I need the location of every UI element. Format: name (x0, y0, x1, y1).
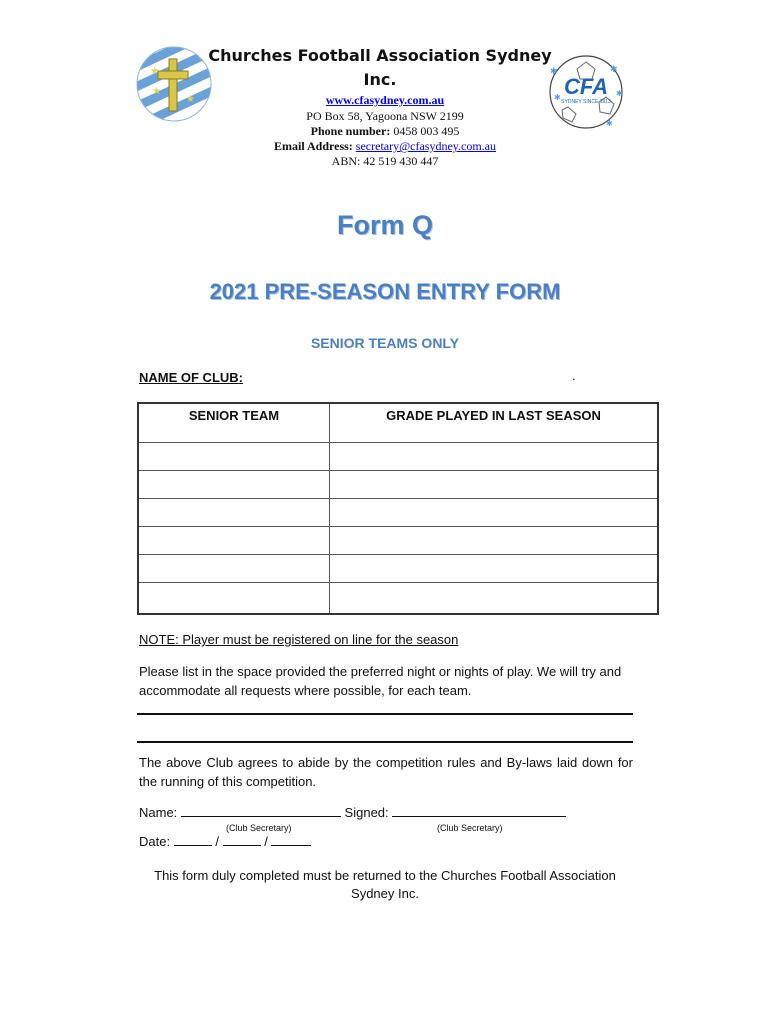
table-row (138, 499, 658, 527)
preferred-nights-line-1[interactable] (137, 713, 633, 715)
club-name-label: NAME OF CLUB: (139, 370, 244, 385)
org-name (200, 44, 560, 92)
grade-cell[interactable] (330, 471, 659, 499)
registration-note: NOTE: Player must be registered on line for the season (139, 632, 459, 647)
preferred-nights-text: Please list in the space provided the preferred night or nights of play. We will try and accommodate all requests where possible, for each team. (139, 664, 622, 698)
svg-text:✱: ✱ (616, 89, 623, 98)
club-secretary-caption-2: (Club Secretary) (437, 823, 503, 833)
club-name-dot: . (572, 368, 576, 383)
date-row (139, 833, 311, 849)
date-sep-2: / (264, 834, 268, 849)
team-cell[interactable] (138, 499, 330, 527)
phone-line (0, 123, 770, 139)
email-label: Email Address: (274, 139, 353, 153)
team-cell[interactable] (138, 471, 330, 499)
svg-text:★: ★ (186, 94, 195, 105)
svg-text:★: ★ (152, 86, 161, 97)
team-cell[interactable] (138, 555, 330, 583)
date-year-field[interactable] (271, 833, 311, 846)
preferred-nights-line-2[interactable] (137, 741, 633, 743)
team-cell[interactable] (138, 583, 330, 615)
org-name-line1: Churches Football Association Sydney (208, 46, 552, 65)
email-link[interactable]: secretary@cfasydney.com.au (355, 139, 496, 153)
table-row (138, 555, 658, 583)
table-row (138, 471, 658, 499)
po-box: PO Box 58, Yagoona NSW 2199 (306, 109, 464, 123)
name-field[interactable] (181, 804, 341, 817)
signed-field[interactable] (392, 804, 566, 817)
grade-cell[interactable] (330, 555, 659, 583)
grade-cell[interactable] (330, 583, 659, 615)
name-label: Name: (139, 805, 178, 820)
table-row (138, 583, 658, 615)
svg-text:✱: ✱ (606, 119, 613, 128)
club-secretary-caption-1: (Club Secretary) (226, 823, 292, 833)
abn: ABN: 42 519 430 447 (331, 154, 439, 168)
header-grade-played: GRADE PLAYED IN LAST SEASON (330, 403, 659, 443)
date-label: Date: (139, 834, 171, 849)
svg-text:★: ★ (150, 66, 159, 77)
date-month-field[interactable] (223, 833, 261, 846)
cfa-logo-subtext: SYDNEY SINCE 1913 (561, 99, 611, 105)
svg-text:✱: ✱ (610, 64, 618, 74)
table-row (138, 527, 658, 555)
return-instructions: This form duly completed must be returned to the Churches Football Association Sydney Inc. (154, 868, 616, 901)
phone-label: Phone number: (310, 124, 391, 138)
svg-text:✱: ✱ (550, 66, 558, 76)
team-cell[interactable] (138, 527, 330, 555)
svg-text:✱: ✱ (554, 93, 561, 102)
date-sep-1: / (215, 834, 219, 849)
signed-label: Signed: (344, 805, 389, 820)
email-line (0, 138, 770, 154)
teams-table (137, 402, 659, 615)
cfa-logo-text: CFA (564, 74, 608, 99)
header-senior-team: SENIOR TEAM (138, 403, 330, 443)
club-name-field[interactable] (260, 368, 565, 386)
website-line (0, 92, 770, 108)
form-title: Form Q (336, 210, 433, 240)
grade-cell[interactable] (330, 527, 659, 555)
table-row (138, 443, 658, 471)
agreement-text: The above Club agrees to abide by the competition rules and By-laws laid down for the running of this competition. (139, 755, 633, 789)
main-title: 2021 PRE-SEASON ENTRY FORM (209, 279, 561, 304)
signature-row (139, 804, 566, 820)
team-cell[interactable] (138, 443, 330, 471)
table-header-row (138, 403, 658, 443)
website-link[interactable]: www.cfasydney.com.au (325, 93, 445, 107)
grade-cell[interactable] (330, 443, 659, 471)
sub-title: SENIOR TEAMS ONLY (310, 335, 460, 351)
date-day-field[interactable] (174, 833, 212, 846)
grade-cell[interactable] (330, 499, 659, 527)
org-name-line2: Inc. (363, 70, 397, 89)
phone-value: 0458 003 495 (393, 124, 460, 138)
